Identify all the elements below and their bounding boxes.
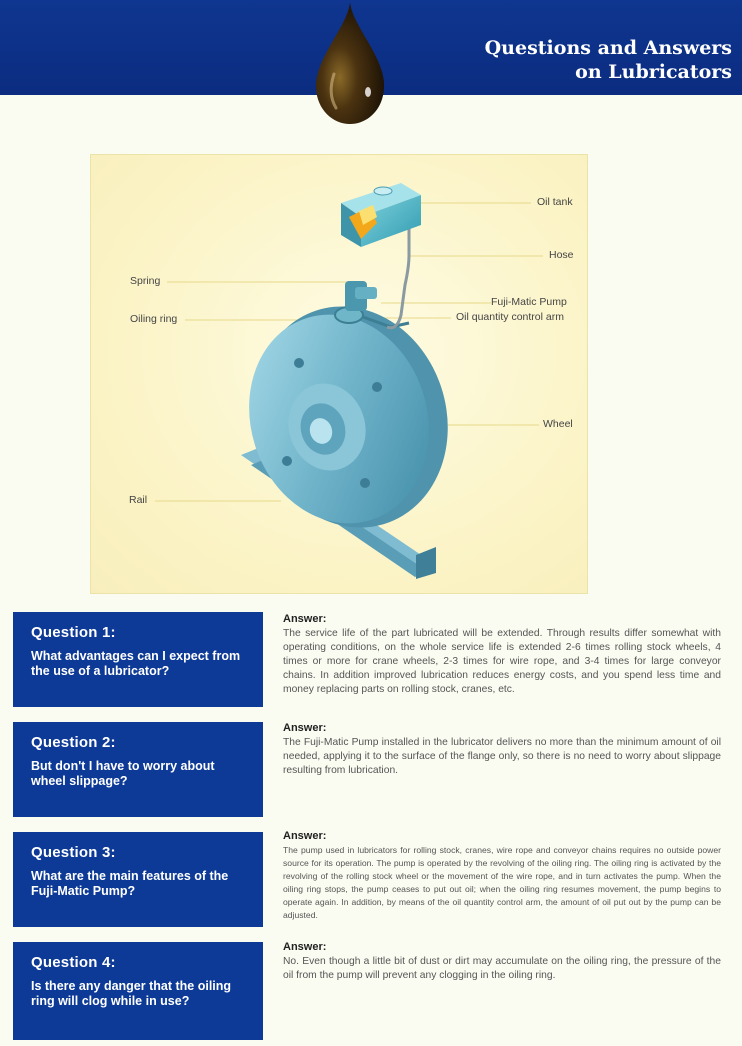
question-title: Question 2:	[31, 734, 116, 751]
question-title: Question 3:	[31, 844, 116, 861]
label-oiling-ring: Oiling ring	[130, 313, 178, 325]
question-text: What advantages can I expect from the use of a lubricator?	[31, 649, 241, 678]
question-title: Question 1:	[31, 624, 116, 641]
label-pump: Fuji-Matic Pump	[491, 296, 567, 308]
lubricator-diagram	[90, 154, 588, 594]
page-title-line1: Questions and Answers	[484, 37, 732, 59]
answer-label: Answer:	[283, 722, 327, 734]
label-wheel: Wheel	[543, 418, 573, 430]
question-text: Is there any danger that the oiling ring will clog while in use?	[31, 979, 232, 1008]
answer-block-3	[283, 830, 721, 922]
label-hose: Hose	[549, 249, 574, 261]
lubricator-illustration	[91, 155, 587, 593]
question-card-2	[13, 722, 263, 817]
page-title-line2: on Lubricators	[575, 61, 732, 83]
question-text: But don't I have to worry about wheel slippage?	[31, 759, 215, 788]
label-spring: Spring	[130, 275, 161, 287]
answer-label: Answer:	[283, 830, 327, 842]
question-text: What are the main features of the Fuji-Matic Pump?	[31, 869, 229, 898]
label-oil-tank: Oil tank	[537, 196, 573, 208]
question-card-1	[13, 612, 263, 707]
answer-label: Answer:	[283, 941, 327, 953]
answer-block-1	[283, 612, 721, 697]
oil-drop-icon	[312, 0, 388, 126]
answer-text: No. Even though a little bit of dust or dirt may accumulate on the oiling ring, the pressure of the oil from the pump will prevent any clogging in the oiling ring.	[283, 956, 721, 981]
question-title: Question 4:	[31, 954, 116, 971]
answer-text: The service life of the part lubricated will be extended. Through results differ somewhat with operating conditions, on the whole service life is extended 2-6 times rolling stock wheels, 4 times or more for crane wheels, 2-3 times for wire rope, and 3-4 times for large conveyor chains. In addition improved lubrication reduces energy costs, and you spend less time and money replacing parts on rolling stock, cranes, etc.	[283, 628, 721, 695]
answer-label: Answer:	[283, 613, 327, 625]
answer-text: The pump used in lubricators for rolling stock, cranes, wire rope and conveyor chains requires no outside power source for its operation. The pump is operated by the revolving of the oiling ring. The oiling ring is activated by the revolving of the rolling stock wheel or the movement of the wire rope, and in turn activates the pump. When the oiling ring stops, the pump ceases to put out oil; when the oiling ring resumes movement, the pump begins to operate again. In addition, by means of the oil quantity control arm, the amount of oil put out by the pump can be adjusted.	[283, 845, 721, 920]
hose-shape	[387, 227, 409, 328]
answer-block-2	[283, 721, 721, 778]
question-card-4	[13, 942, 263, 1040]
label-rail: Rail	[129, 494, 148, 506]
label-control-arm: Oil quantity control arm	[456, 311, 564, 323]
answer-text: The Fuji-Matic Pump installed in the lubricator delivers no more than the minimum amount of oil needed, applying it to the surface of the flange only, so there is no need to worry about slippage resulting from lubrication.	[283, 737, 721, 776]
answer-block-4	[283, 940, 721, 983]
page-title	[485, 36, 732, 84]
question-card-3	[13, 832, 263, 927]
